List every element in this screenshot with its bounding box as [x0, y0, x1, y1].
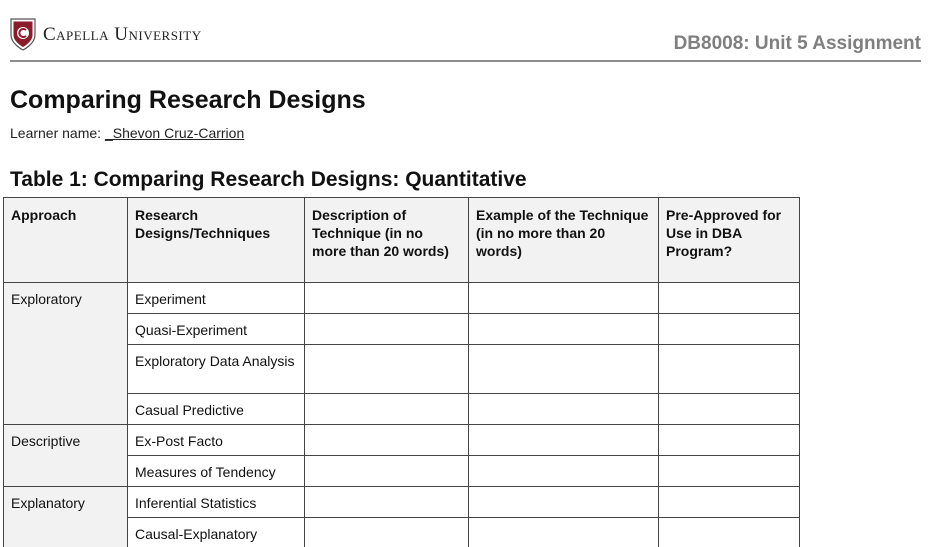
design-cell: Measures of Tendency — [128, 456, 305, 487]
description-cell[interactable] — [305, 487, 469, 518]
pre-approved-cell[interactable] — [659, 394, 800, 425]
example-cell[interactable] — [469, 425, 659, 456]
pre-approved-cell[interactable] — [659, 487, 800, 518]
approach-cell: Exploratory — [4, 283, 128, 425]
capella-logo — [10, 18, 202, 51]
example-cell[interactable] — [469, 283, 659, 314]
description-cell[interactable] — [305, 518, 469, 547]
capella-shield-icon — [10, 18, 36, 51]
header-approach: Approach — [4, 198, 128, 283]
example-cell[interactable] — [469, 394, 659, 425]
example-cell[interactable] — [469, 314, 659, 345]
header-pre-approved: Pre-Approved for Use in DBA Program? — [659, 198, 800, 283]
header-description: Description of Technique (in no more than 20 words) — [305, 198, 469, 283]
description-cell[interactable] — [305, 394, 469, 425]
example-cell[interactable] — [469, 518, 659, 547]
description-cell[interactable] — [305, 425, 469, 456]
design-cell: Quasi-Experiment — [128, 314, 305, 345]
assignment-label: DB8008: Unit 5 Assignment — [673, 33, 921, 54]
learner-line — [10, 125, 244, 141]
pre-approved-cell[interactable] — [659, 456, 800, 487]
header-example: Example of the Technique (in no more than 20 words) — [469, 198, 659, 283]
description-cell[interactable] — [305, 314, 469, 345]
table-header-row — [4, 198, 800, 283]
design-cell: Causal-Explanatory — [128, 518, 305, 547]
logo-wordmark: Capella University — [43, 23, 202, 45]
pre-approved-cell[interactable] — [659, 425, 800, 456]
learner-name: _Shevon Cruz-Carrion — [104, 125, 245, 141]
table-row — [4, 283, 800, 314]
description-cell[interactable] — [305, 283, 469, 314]
learner-label: Learner name: — [10, 125, 102, 141]
table-title: Table 1: Comparing Research Designs: Quantitative — [10, 168, 527, 191]
design-cell: Casual Predictive — [128, 394, 305, 425]
pre-approved-cell[interactable] — [659, 283, 800, 314]
design-cell: Exploratory Data Analysis — [128, 345, 305, 394]
description-cell[interactable] — [305, 345, 469, 394]
table-row — [4, 425, 800, 456]
approach-cell: Descriptive — [4, 425, 128, 487]
description-cell[interactable] — [305, 456, 469, 487]
pre-approved-cell[interactable] — [659, 314, 800, 345]
research-designs-table — [3, 197, 800, 547]
pre-approved-cell[interactable] — [659, 518, 800, 547]
design-cell: Inferential Statistics — [128, 487, 305, 518]
page-title: Comparing Research Designs — [10, 86, 366, 114]
example-cell[interactable] — [469, 345, 659, 394]
page-header — [10, 0, 921, 62]
example-cell[interactable] — [469, 487, 659, 518]
table-row — [4, 487, 800, 518]
design-cell: Ex-Post Facto — [128, 425, 305, 456]
header-research-designs: Research Designs/Techniques — [128, 198, 305, 283]
design-cell: Experiment — [128, 283, 305, 314]
pre-approved-cell[interactable] — [659, 345, 800, 394]
example-cell[interactable] — [469, 456, 659, 487]
approach-cell: Explanatory — [4, 487, 128, 547]
